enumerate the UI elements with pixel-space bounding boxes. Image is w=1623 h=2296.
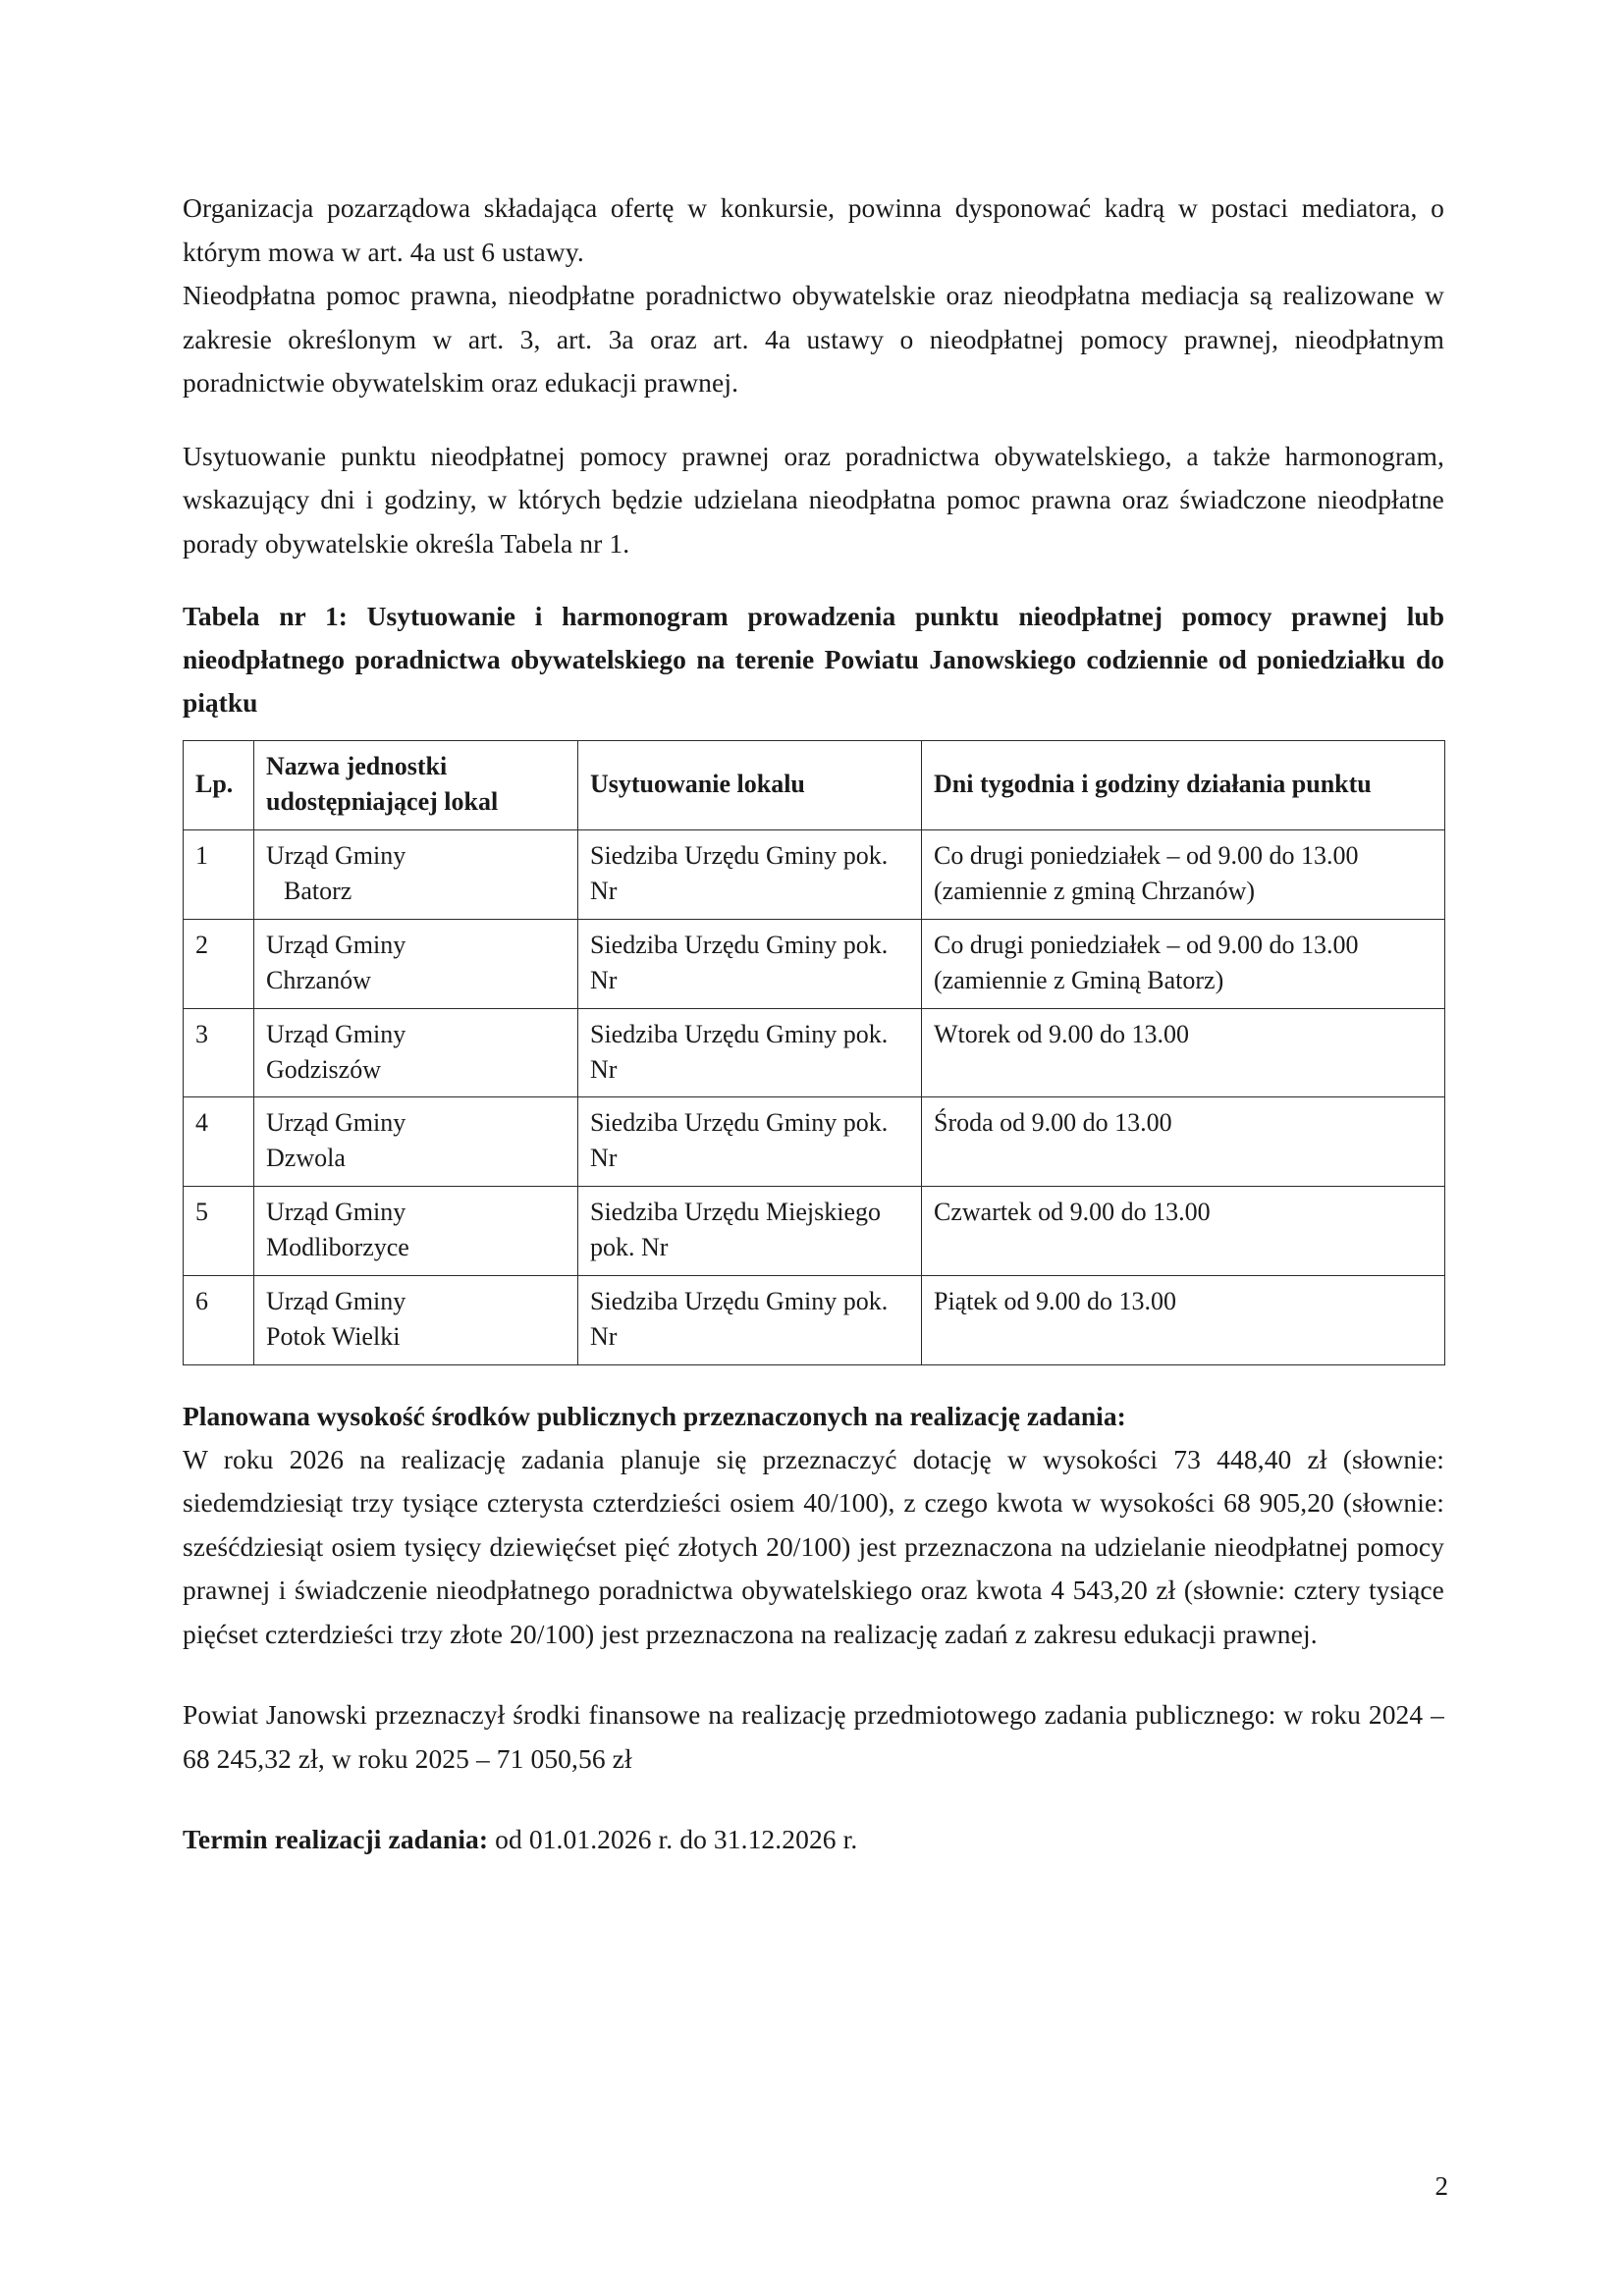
spacer — [183, 1664, 1444, 1693]
document-body — [183, 187, 1444, 1862]
paragraph-previous-years-funding: Powiat Janowski przeznaczył środki finansowe na realizację przedmiotowego zadania publicznego: w roku 2024 – 68 245,32 zł, w roku 2025 – 71 050,56 zł — [183, 1699, 1444, 1774]
cell-days: Środa od 9.00 do 13.00 — [922, 1097, 1445, 1187]
cell-location: Siedziba Urzędu Gminy pok. Nr — [578, 919, 922, 1008]
cell-location: Siedziba Urzędu Gminy pok. Nr — [578, 830, 922, 920]
spacer — [183, 1656, 1444, 1664]
cell-name-line1: Urząd Gminy — [266, 841, 406, 871]
table-row — [184, 1187, 1445, 1276]
cell-name-line2: Chrzanów — [266, 965, 371, 994]
cell-location: Siedziba Urzędu Gminy pok. Nr — [578, 1097, 922, 1187]
spacer — [183, 1810, 1444, 1818]
cell-location: Siedziba Urzędu Miejskiego pok. Nr — [578, 1187, 922, 1276]
cell-days: Piątek od 9.00 do 13.00 — [922, 1275, 1445, 1364]
cell-name — [254, 1097, 578, 1187]
spacer — [183, 405, 1444, 435]
column-header-days: Dni tygodnia i godziny działania punktu — [922, 741, 1445, 830]
table-header-row — [184, 741, 1445, 830]
cell-lp: 6 — [184, 1275, 254, 1364]
page-number: 2 — [1434, 2171, 1448, 2201]
table-row — [184, 1275, 1445, 1364]
funds-heading: Planowana wysokość środków publicznych przeznaczonych na realizację zadania: — [183, 1400, 1126, 1431]
spacer — [183, 565, 1444, 595]
cell-lp: 4 — [184, 1097, 254, 1187]
cell-name-line1: Urząd Gminy — [266, 930, 406, 959]
cell-days: Co drugi poniedziałek – od 9.00 do 13.00 (zamiennie z Gminą Batorz) — [922, 919, 1445, 1008]
cell-name-line2: Potok Wielki — [266, 1321, 401, 1351]
spacer — [183, 1365, 1444, 1395]
schedule-table — [183, 740, 1445, 1364]
table-row — [184, 919, 1445, 1008]
cell-location: Siedziba Urzędu Gminy pok. Nr — [578, 1275, 922, 1364]
cell-days: Wtorek od 9.00 do 13.00 — [922, 1008, 1445, 1097]
deadline-label: Termin realizacji zadania: — [183, 1824, 489, 1855]
table-row — [184, 1097, 1445, 1187]
cell-name-line1: Urząd Gminy — [266, 1198, 406, 1227]
cell-name — [254, 1008, 578, 1097]
cell-lp: 3 — [184, 1008, 254, 1097]
spacer — [183, 1781, 1444, 1810]
column-header-location: Usytuowanie lokalu — [578, 741, 922, 830]
cell-days: Czwartek od 9.00 do 13.00 — [922, 1187, 1445, 1276]
cell-days: Co drugi poniedziałek – od 9.00 do 13.00 (zamiennie z gminą Chrzanów) — [922, 830, 1445, 920]
cell-name — [254, 1275, 578, 1364]
cell-lp: 5 — [184, 1187, 254, 1276]
cell-name — [254, 919, 578, 1008]
cell-name-line2: Modliborzyce — [266, 1233, 409, 1261]
cell-name-line2: Dzwola — [266, 1144, 346, 1173]
cell-name — [254, 1187, 578, 1276]
paragraph-scope-of-services: Nieodpłatna pomoc prawna, nieodpłatne poradnictwo obywatelskie oraz nieodpłatna mediacja są realizowane w zakresie określonym w art. 3, art. 3a oraz art. 4a ustawy o nieodpłatnej pomocy prawnej, nieodpłatnym poradnictwie obywatelskim oraz edukacji prawnej. — [183, 280, 1444, 399]
table-caption: Tabela nr 1: Usytuowanie i harmonogram prowadzenia punktu nieodpłatnej pomocy prawnej lub nieodpłatnego poradnictwa obywatelskiego na terenie Powiatu Janowskiego codziennie od poniedziałku do piątku — [183, 601, 1444, 719]
cell-name-line1: Urząd Gminy — [266, 1019, 406, 1048]
deadline-line — [183, 1818, 1444, 1862]
cell-lp: 2 — [184, 919, 254, 1008]
column-header-name: Nazwa jednostki udostępniającej lokal — [254, 741, 578, 830]
cell-name — [254, 830, 578, 920]
table-row — [184, 1008, 1445, 1097]
table-row — [184, 830, 1445, 920]
cell-name-line1: Urząd Gminy — [266, 1286, 406, 1315]
cell-lp: 1 — [184, 830, 254, 920]
cell-name-line1: Urząd Gminy — [266, 1108, 406, 1138]
paragraph-funding-details: W roku 2026 na realizację zadania planuje się przeznaczyć dotację w wysokości 73 448,40 zł (słownie: siedemdziesiąt trzy tysiące czterysta czterdzieści osiem 40/100), z czego kwota w wysokości 68 905,20 (słownie: sześćdziesiąt osiem tysięcy dziewięćset pięć złotych 20/100) jest przeznaczona na udzielanie nieodpłatnej pomocy prawnej i świadczenie nieodpłatnego poradnictwa obywatelskiego oraz kwota 4 543,20 zł (słownie: cztery tysiące pięćset czterdzieści trzy złote 20/100) jest przeznaczona na realizację zadań z zakresu edukacji prawnej. — [183, 1443, 1444, 1649]
cell-name-line2: Godziszów — [266, 1054, 381, 1084]
paragraph-mediator-requirement: Organizacja pozarządowa składająca ofertę w konkursie, powinna dysponować kadrą w postaci mediatora, o którym mowa w art. 4a ust 6 ustawy. — [183, 192, 1444, 267]
paragraph-location-and-schedule: Usytuowanie punktu nieodpłatnej pomocy prawnej oraz poradnictwa obywatelskiego, a także harmonogram, wskazujący dni i godziny, w których będzie udzielana nieodpłatna pomoc prawna oraz świadczone nieodpłatne porady obywatelskie określa Tabela nr 1. — [183, 440, 1444, 559]
cell-name-line2: Batorz — [284, 877, 352, 905]
column-header-lp: Lp. — [184, 741, 254, 830]
cell-location: Siedziba Urzędu Gminy pok. Nr — [578, 1008, 922, 1097]
deadline-value: od 01.01.2026 r. do 31.12.2026 r. — [488, 1824, 858, 1855]
